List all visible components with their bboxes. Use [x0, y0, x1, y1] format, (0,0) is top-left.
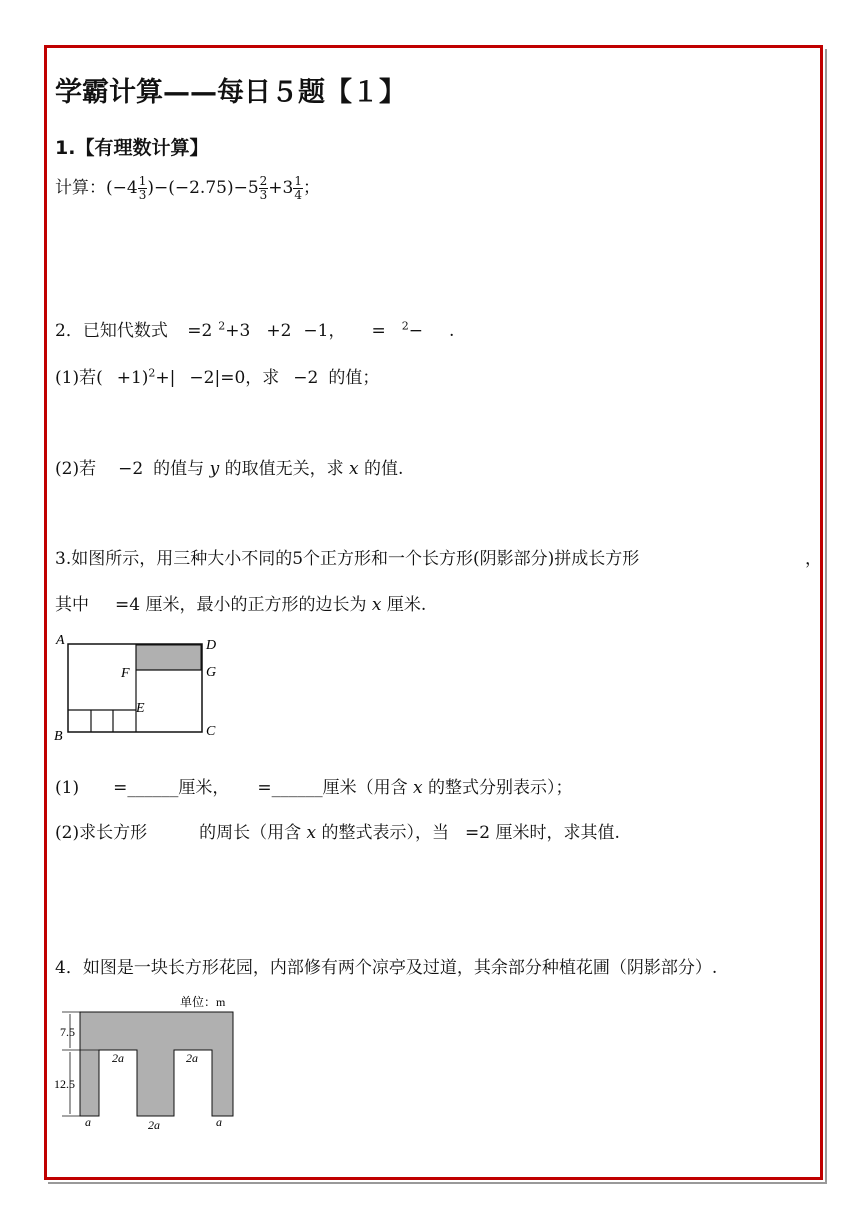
q2-intro-line: [55, 316, 454, 341]
q2-p1-a: (1)若(: [55, 368, 103, 388]
q2-p2-b: −2: [118, 459, 144, 479]
q3-p2-x: x: [306, 823, 317, 843]
label-a: A: [56, 633, 65, 648]
q1-open: (−4: [106, 178, 138, 198]
q2-def-a-sup: 2: [218, 319, 226, 333]
q3-rectangle-figure: [50, 630, 230, 745]
q3-line2: [55, 590, 426, 615]
pavilion2-label: 2a: [186, 1051, 198, 1065]
bottom-right-label: a: [216, 1115, 222, 1129]
shaded-rect: [136, 645, 201, 670]
q1-frac2-den: 3: [259, 188, 268, 202]
q1-frac1-den: 3: [138, 188, 147, 202]
q2-p2-e: 的值.: [363, 459, 404, 479]
q1-frac1-num: 1: [138, 174, 147, 188]
q2-intro: 2．已知代数式: [55, 321, 168, 341]
q2-def-a: =2: [187, 321, 213, 341]
q1-frac3: [293, 175, 303, 202]
pavilion1-label: 2a: [112, 1051, 124, 1065]
q4-line1: 4．如图是一块长方形花园，内部修有两个凉亭及过道，其余部分种植花圃（阴影部分）.: [55, 958, 718, 978]
q1-frac3-den: 4: [294, 188, 302, 202]
q3-line2-c: 厘米.: [386, 595, 427, 615]
q3-p1-b: =______厘米，: [113, 778, 230, 798]
q2-def-b: =: [371, 321, 386, 341]
q3-p2-c: 的整式表示），当: [321, 823, 449, 843]
q3-part2: [55, 818, 620, 843]
q3-line2-x: x: [371, 595, 382, 615]
garden-shaded-area: [80, 1012, 233, 1116]
q2-p1-e: −2: [293, 368, 319, 388]
dim-side-label: 12.5: [54, 1077, 75, 1091]
dim-top-label: 7.5: [60, 1025, 75, 1039]
q2-def-b3: −: [408, 321, 423, 341]
q1-expression: [55, 173, 320, 202]
unit-label: 单位：m: [180, 995, 226, 1009]
label-f: F: [121, 666, 130, 681]
q3-p1-a: (1): [55, 778, 80, 798]
q2-part2: [55, 454, 403, 479]
q2-p1-sup: 2: [148, 366, 156, 380]
q2-def-b-sup: 2: [401, 319, 409, 333]
q2-def-a3: +3: [225, 321, 251, 341]
q2-p2-d: 的取值无关，求: [224, 459, 344, 479]
q1-frac1: [138, 175, 148, 202]
page-title: 学霸计算——每日５题【１】: [55, 77, 406, 108]
q1-frac2: [259, 175, 269, 202]
q2-p2-x: x: [348, 459, 359, 479]
label-c: C: [206, 724, 216, 739]
q3-p2-d: =2 厘米时，求其值.: [465, 823, 620, 843]
q1-frac2-num: 2: [259, 174, 268, 188]
q3-part1: [55, 773, 573, 798]
q3-p2-a: (2)求长方形: [55, 823, 148, 843]
q3-p2-b: 的周长（用含: [199, 823, 302, 843]
q2-part1: [55, 363, 379, 388]
label-d: D: [206, 638, 217, 653]
q1-part2: )−(−2.75)−5: [147, 178, 259, 198]
q2-def-a4: +2: [266, 321, 292, 341]
q3-p1-x: x: [413, 778, 423, 798]
q2-p1-d: −2|=0，求: [189, 368, 280, 388]
q2-p1-b: +1): [116, 368, 149, 388]
bottom-left-label: a: [85, 1115, 91, 1129]
bottom-mid-label: 2a: [148, 1118, 160, 1132]
q2-p2-y: y: [209, 459, 220, 479]
q3-line1-end: ，: [805, 549, 822, 569]
q2-def-end: .: [448, 321, 455, 341]
q1-end: ；: [302, 178, 320, 198]
q4-garden-figure: [50, 992, 250, 1132]
label-e: E: [136, 701, 145, 716]
q2-def-a5: −1，: [303, 321, 346, 341]
q3-line1: 3.如图所示，用三种大小不同的5个正方形和一个长方形(阴影部分)拼成长方形: [55, 549, 640, 569]
q3-line2-a: 其中: [55, 595, 89, 615]
q2-p1-c: +|: [155, 368, 176, 388]
q1-heading: 1.【有理数计算】: [55, 137, 209, 159]
q3-line2-b: =4 厘米，最小的正方形的边长为: [115, 595, 367, 615]
q2-p2-a: (2)若: [55, 459, 97, 479]
q2-p2-c: 的值与: [153, 459, 205, 479]
q1-frac3-num: 1: [294, 174, 302, 188]
q1-prefix: 计算：: [55, 178, 106, 198]
q3-p1-d: 的整式分别表示）；: [428, 778, 573, 798]
q3-p1-c: =______厘米（用含: [257, 778, 408, 798]
q1-part3: +3: [268, 178, 294, 198]
q2-p1-f: 的值；: [328, 368, 380, 388]
label-g: G: [206, 665, 217, 680]
label-b: B: [54, 729, 63, 744]
